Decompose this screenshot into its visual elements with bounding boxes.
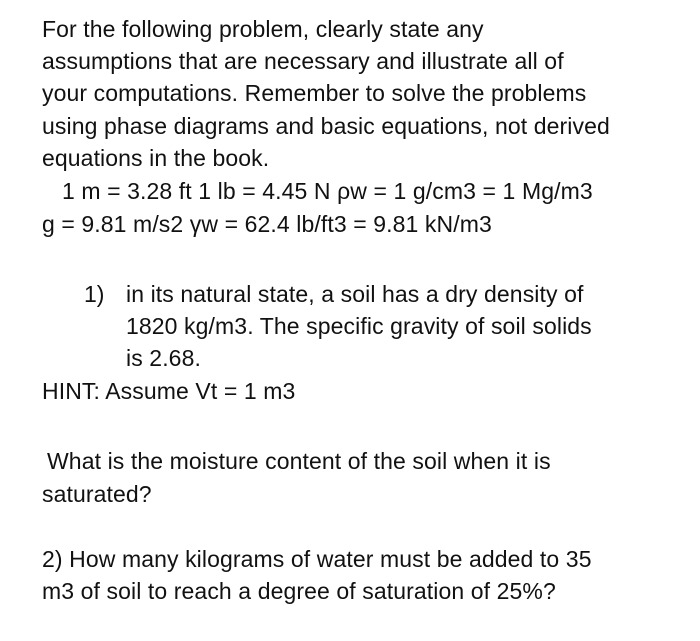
- intro-line-3: your computations. Remember to solve the problems: [42, 80, 587, 106]
- problem-1-question-line-2: saturated?: [42, 481, 152, 507]
- intro-line-1: For the following problem, clearly state any: [42, 16, 484, 42]
- problem-1-line-1: in its natural state, a soil has a dry density of: [126, 281, 584, 307]
- problem-1-number: 1): [84, 281, 105, 307]
- problem-1-question-line-1: What is the moisture content of the soil when it is: [47, 448, 551, 474]
- problem-1-line-2: 1820 kg/m3. The specific gravity of soil solids: [126, 313, 592, 339]
- constants-line-2: g = 9.81 m/s2 γw = 62.4 lb/ft3 = 9.81 kN/m3: [42, 211, 492, 237]
- problem-1-line-3: is 2.68.: [126, 345, 201, 371]
- intro-line-5: equations in the book.: [42, 145, 270, 171]
- intro-line-4: using phase diagrams and basic equations, not derived: [42, 113, 610, 139]
- constants-line-1: 1 m = 3.28 ft 1 lb = 4.45 N ρw = 1 g/cm3 = 1 Mg/m3: [62, 178, 593, 204]
- intro-line-2: assumptions that are necessary and illustrate all of: [42, 48, 564, 74]
- problem-2-line-1: 2) How many kilograms of water must be added to 35: [42, 546, 592, 572]
- problem-2-line-2: m3 of soil to reach a degree of saturation of 25%?: [42, 578, 556, 604]
- problem-1-hint: HINT: Assume Vt = 1 m3: [42, 378, 296, 404]
